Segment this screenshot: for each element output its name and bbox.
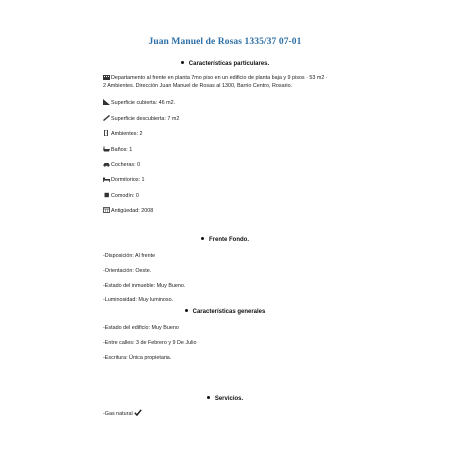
section-heading-label: Características generales (192, 309, 266, 315)
feature-row (103, 207, 153, 215)
square-icon (103, 192, 110, 198)
bullet-icon (207, 396, 210, 399)
bullet-icon (201, 237, 204, 240)
generales-item: -Entre calles: 3 de Febrero y 9 De Julio (103, 340, 197, 346)
description-text: Departamento al frente en planta 7mo piso en un edificio de planta baja y 9 pisos · 53 m2 · (111, 75, 328, 81)
feature-text: Superficie cubierta: 46 m2. (111, 100, 176, 106)
generales-item: -Escritura: Única propietaria. (103, 355, 172, 361)
feature-row (103, 192, 139, 200)
section-heading-label: Servicios. (214, 396, 244, 402)
feature-row (103, 176, 145, 184)
calendar-icon (103, 207, 110, 213)
section-heading-servicios (0, 396, 450, 402)
bed-icon (103, 176, 110, 182)
description-line-2: 2 Ambientes. Dirección Juan Manuel de Rosas al 1300, Barrio Centro, Rosario. (103, 83, 293, 89)
bullet-icon (181, 61, 184, 64)
generales-item: -Estado del edificio: Muy Bueno (103, 325, 179, 331)
door-icon (103, 130, 110, 136)
feature-row (103, 130, 142, 138)
description-line-1 (103, 74, 328, 82)
feature-row (103, 99, 175, 107)
page-title: Juan Manuel de Rosas 1335/37 07-01 (148, 37, 302, 47)
car-icon (103, 161, 110, 167)
feature-text: Ambientes: 2 (111, 131, 143, 137)
frente-item: -Luminosidad: Muy luminoso. (103, 297, 174, 303)
checkmark-icon (134, 409, 142, 416)
feature-text: Baños: 1 (111, 147, 133, 153)
bullet-icon (185, 309, 188, 312)
feature-row (103, 146, 132, 154)
bathtub-icon (103, 146, 110, 152)
area-icon (103, 99, 110, 105)
section-heading-frente (0, 237, 450, 243)
feature-text: Superficie descubierta: 7 m2 (111, 116, 180, 122)
frente-item: -Estado del inmueble: Muy Bueno. (103, 283, 186, 289)
feature-text: Dormitorios: 1 (111, 177, 145, 183)
feature-text: Cocheras: 0 (111, 162, 141, 168)
frente-item: -Orientación: Oeste. (103, 268, 152, 274)
section-heading-particulares (0, 61, 450, 67)
pencil-icon (103, 115, 110, 121)
frente-item: -Disposición: Al frente (103, 253, 156, 259)
servicios-item (103, 410, 143, 418)
feature-row (103, 161, 140, 169)
building-icon (103, 74, 110, 80)
section-heading-label: Características particulares. (188, 61, 270, 67)
section-heading-generales (0, 309, 450, 315)
servicios-item-text: -Gas natural (103, 411, 133, 417)
feature-text: Comodín: 0 (111, 193, 139, 199)
feature-row (103, 115, 179, 123)
section-heading-label: Frente Fondo. (209, 237, 249, 243)
feature-text: Antigüedad: 2008 (111, 208, 154, 214)
